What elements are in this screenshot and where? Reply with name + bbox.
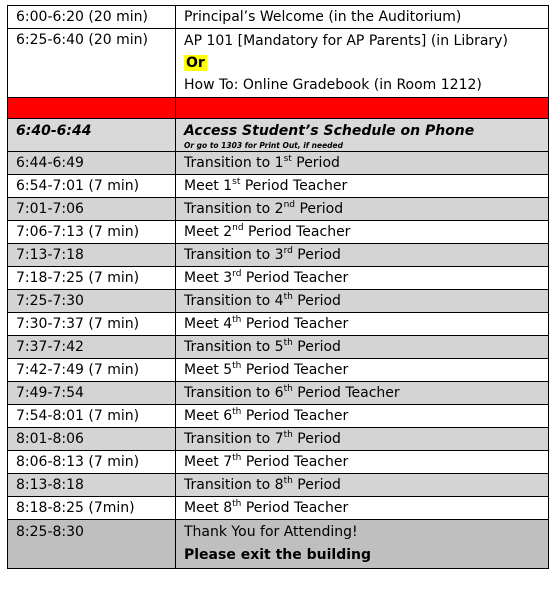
event-text: Period <box>292 247 341 263</box>
event-cell <box>176 152 549 175</box>
event-cell <box>176 382 549 405</box>
ordinal-suffix: st <box>232 177 241 187</box>
event-text: Period Teacher <box>243 224 351 240</box>
event-text: Transition to 8 <box>184 477 284 493</box>
event-cell <box>176 405 549 428</box>
time-cell: 7:25-7:30 <box>8 290 176 313</box>
schedule-table <box>7 5 549 569</box>
time-cell: 8:25-8:30 <box>8 520 176 569</box>
event-cell <box>176 267 549 290</box>
ordinal-suffix: th <box>232 453 242 463</box>
event-text: Transition to 4 <box>184 293 284 309</box>
event-cell <box>176 359 549 382</box>
time-cell: 6:44-6:49 <box>8 152 176 175</box>
ordinal-suffix: th <box>232 499 242 509</box>
table-row <box>8 152 549 175</box>
table-row <box>8 313 549 336</box>
table-row <box>8 29 549 98</box>
time-cell: 6:54-7:01 (7 min) <box>8 175 176 198</box>
table-row <box>8 221 549 244</box>
schedule-rows <box>8 152 549 520</box>
divider-cell <box>176 98 549 119</box>
table-row <box>8 405 549 428</box>
table-row <box>8 359 549 382</box>
event-line: How To: Online Gradebook (in Room 1212) <box>184 77 482 93</box>
event-cell <box>176 474 549 497</box>
table-row <box>8 474 549 497</box>
ordinal-suffix: nd <box>283 200 295 210</box>
divider-cell <box>8 98 176 119</box>
event-cell <box>176 520 549 569</box>
event-cell <box>176 221 549 244</box>
table-row <box>8 198 549 221</box>
time-cell: 6:40-6:44 <box>8 119 176 152</box>
table-row <box>8 382 549 405</box>
event-text: Meet 4 <box>184 316 233 332</box>
event-text: Transition to 1 <box>184 155 284 171</box>
event-text: Period <box>292 477 341 493</box>
ordinal-suffix: st <box>283 154 292 164</box>
time-cell: 7:42-7:49 (7 min) <box>8 359 176 382</box>
event-text: Period <box>291 155 340 171</box>
event-text: Meet 3 <box>184 270 233 286</box>
ordinal-suffix: th <box>232 361 242 371</box>
table-row <box>8 520 549 569</box>
event-cell <box>176 451 549 474</box>
time-cell: 8:13-8:18 <box>8 474 176 497</box>
table-row <box>8 175 549 198</box>
event-text: Period Teacher <box>241 408 349 424</box>
event-cell <box>176 119 549 152</box>
event-text: Period <box>292 293 341 309</box>
event-cell <box>176 313 549 336</box>
event-text: Period Teacher <box>241 454 349 470</box>
event-line: AP 101 [Mandatory for AP Parents] (in Library) <box>184 33 508 49</box>
divider-row <box>8 98 549 119</box>
event-text: Period <box>295 201 344 217</box>
table-row <box>8 336 549 359</box>
event-text: Meet 1 <box>184 178 233 194</box>
event-text: Meet 7 <box>184 454 233 470</box>
event-line: Thank You for Attending! <box>184 524 358 540</box>
event-cell: Principal’s Welcome (in the Auditorium) <box>176 6 549 29</box>
or-highlight: Or <box>186 55 205 71</box>
event-cell <box>176 497 549 520</box>
time-cell: 7:49-7:54 <box>8 382 176 405</box>
ordinal-suffix: th <box>283 384 293 394</box>
event-cell <box>176 428 549 451</box>
time-cell: 8:18-8:25 (7min) <box>8 497 176 520</box>
time-cell: 7:06-7:13 (7 min) <box>8 221 176 244</box>
event-text: Transition to 5 <box>184 339 284 355</box>
event-text: Meet 5 <box>184 362 233 378</box>
event-note: Or go to 1303 for Print Out, if needed <box>184 141 343 150</box>
event-text: Period <box>292 339 341 355</box>
table-row <box>8 267 549 290</box>
event-line: Please exit the building <box>184 547 372 563</box>
event-cell <box>176 244 549 267</box>
time-cell: 7:54-8:01 (7 min) <box>8 405 176 428</box>
event-text: Transition to 3 <box>184 247 284 263</box>
event-cell <box>176 336 549 359</box>
event-text: Period Teacher <box>240 178 348 194</box>
schedule-body <box>8 6 549 152</box>
event-text: Period Teacher <box>241 362 349 378</box>
ordinal-suffix: th <box>232 315 242 325</box>
table-row <box>8 244 549 267</box>
table-row <box>8 290 549 313</box>
ordinal-suffix: th <box>283 430 293 440</box>
event-text: Period Teacher <box>241 500 349 516</box>
time-cell: 7:13-7:18 <box>8 244 176 267</box>
time-cell: 8:01-8:06 <box>8 428 176 451</box>
table-row <box>8 451 549 474</box>
time-cell: 7:37-7:42 <box>8 336 176 359</box>
ordinal-suffix: nd <box>232 223 244 233</box>
table-row <box>8 119 549 152</box>
time-cell: 6:00-6:20 (20 min) <box>8 6 176 29</box>
time-cell: 7:01-7:06 <box>8 198 176 221</box>
schedule-end <box>8 520 549 569</box>
ordinal-suffix: th <box>283 476 293 486</box>
event-cell <box>176 29 549 98</box>
event-text: Period Teacher <box>241 270 349 286</box>
event-text: Transition to 7 <box>184 431 284 447</box>
event-text: Period Teacher <box>292 385 400 401</box>
event-cell <box>176 175 549 198</box>
event-text: Period <box>292 431 341 447</box>
ordinal-suffix: rd <box>283 246 293 256</box>
table-row <box>8 428 549 451</box>
ordinal-suffix: rd <box>232 269 242 279</box>
event-text: Meet 2 <box>184 224 233 240</box>
time-cell: 7:30-7:37 (7 min) <box>8 313 176 336</box>
event-text: Transition to 2 <box>184 201 284 217</box>
event-cell <box>176 198 549 221</box>
ordinal-suffix: th <box>283 338 293 348</box>
event-text: Transition to 6 <box>184 385 284 401</box>
ordinal-suffix: th <box>232 407 242 417</box>
table-row <box>8 497 549 520</box>
time-cell: 8:06-8:13 (7 min) <box>8 451 176 474</box>
time-cell: 7:18-7:25 (7 min) <box>8 267 176 290</box>
event-text: Period Teacher <box>241 316 349 332</box>
event-cell <box>176 290 549 313</box>
event-title: Access Student’s Schedule on Phone <box>184 123 475 139</box>
event-text: Meet 8 <box>184 500 233 516</box>
ordinal-suffix: th <box>283 292 293 302</box>
event-text: Meet 6 <box>184 408 233 424</box>
or-line <box>184 52 540 74</box>
time-cell: 6:25-6:40 (20 min) <box>8 29 176 98</box>
table-row <box>8 6 549 29</box>
